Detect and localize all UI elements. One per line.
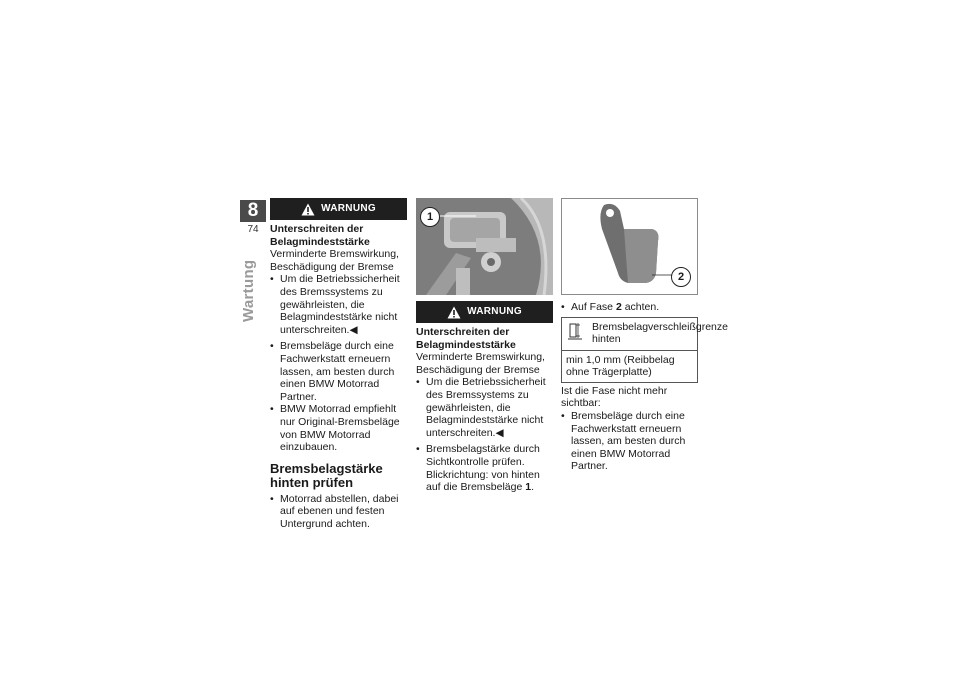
column-1 [270, 198, 407, 530]
warning-triangle-icon [447, 306, 461, 319]
list-item: • Bremsbeläge durch eine Fachwerkstatt erneuern lassen, am besten durch einen BMW Motorrad Partner. [270, 340, 407, 403]
spec-label: Bremsbelagverschleißgrenze hinten [592, 320, 728, 346]
warning-triangle-icon [301, 203, 315, 216]
warning-consequence: Verminderte Bremswirkung, Beschädigung der Bremse [416, 351, 545, 376]
spec-header [562, 318, 728, 351]
callout-2: 2 [671, 267, 691, 287]
page-number: 74 [247, 224, 259, 235]
warning-banner [270, 198, 407, 220]
brake-pad-wear-icon [566, 321, 584, 343]
list-item: • Um die Betriebssicherheit des Bremssystems zu gewährleisten, die Belagmindeststärke nicht unterschreiten.◀ [416, 376, 553, 439]
list-item: • Bremsbeläge durch eine Fachwerkstatt erneuern lassen, am besten durch einen BMW Motorrad Partner. [561, 410, 698, 473]
column-2 [416, 198, 553, 494]
list-item: • Bremsbelagstärke durch Sichtkontrolle prüfen. Blickrichtung: von hinten auf die Bremsbeläge 1. [416, 443, 553, 493]
callout-1: 1 [420, 207, 440, 227]
brake-pad-photo [561, 198, 698, 295]
column-3 [561, 198, 728, 473]
spec-value: min 1,0 mm (Reibbelag ohne Trägerplatte) [566, 353, 675, 379]
warning-title: Unterschreiten der Belagmindeststärke [270, 223, 370, 248]
warning-label: WARNUNG [321, 202, 376, 214]
spec-table [561, 317, 728, 383]
brake-caliper-photo [416, 198, 553, 295]
condition-text: Ist die Fase nicht mehr sichtbar: [561, 384, 668, 410]
list-item: • Auf Fase 2 achten. [561, 301, 698, 314]
warning-title: Unterschreiten der Belagmindeststärke [416, 326, 516, 351]
warning-banner [416, 301, 553, 323]
section-title: Bremsbelagstärke hinten prüfen [270, 460, 383, 490]
warning-label: WARNUNG [467, 305, 522, 317]
list-item: • Motorrad abstellen, dabei auf ebenen und festen Untergrund achten. [270, 493, 407, 531]
chapter-number: 8 [240, 200, 266, 222]
list-item: • Um die Betriebssicherheit des Bremssystems zu gewährleisten, die Belagmindeststärke nicht unterschreiten.◀ [270, 273, 407, 336]
list-item: • BMW Motorrad empfiehlt nur Original-Bremsbeläge von BMW Motorrad einzubauen. [270, 403, 407, 453]
warning-consequence: Verminderte Bremswirkung, Beschädigung der Bremse [270, 248, 399, 273]
